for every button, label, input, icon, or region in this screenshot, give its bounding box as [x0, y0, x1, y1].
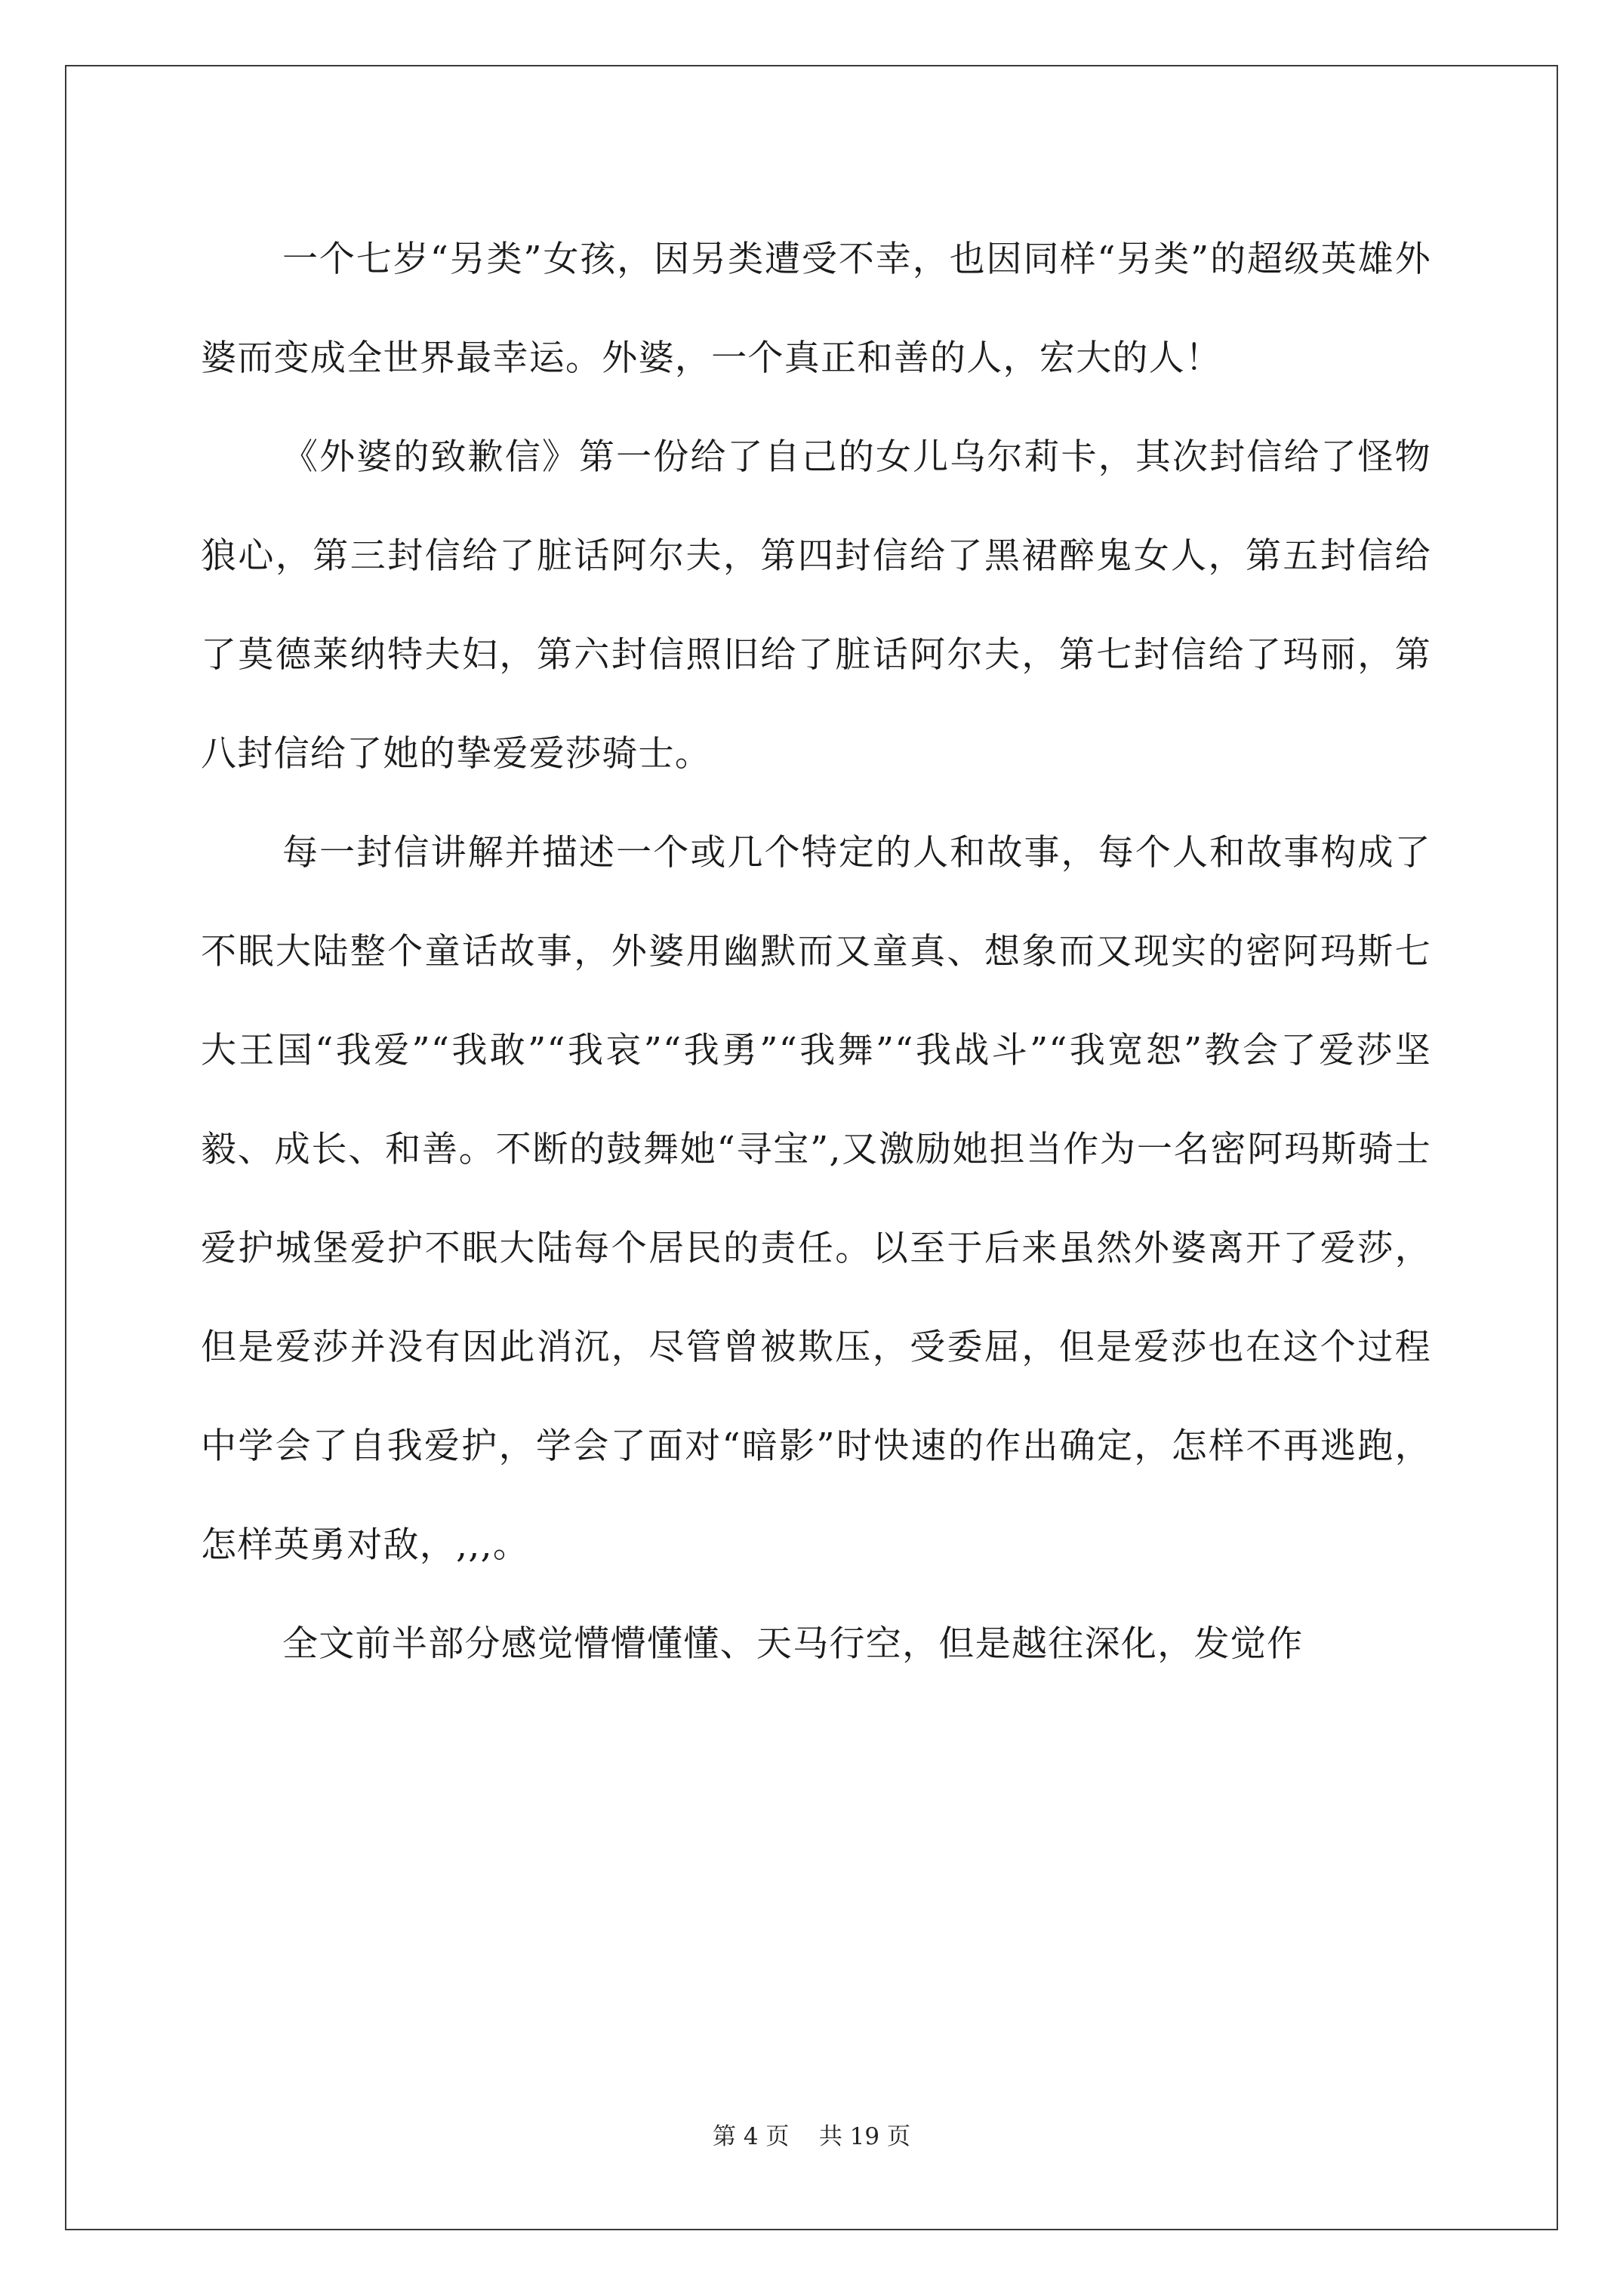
- paragraph-1: 一个七岁“另类”女孩，因另类遭受不幸，也因同样“另类”的超级英雄外婆而变成全世界最幸运。外婆，一个真正和善的人，宏大的人！: [201, 239, 1431, 379]
- paragraph-4: 全文前半部分感觉懵懵懂懂、天马行空，但是越往深化，发觉作: [282, 1623, 1304, 1665]
- paragraph-3: 每一封信讲解并描述一个或几个特定的人和故事，每个人和故事构成了不眠大陆整个童话故事，外婆用幽默而又童真、想象而又现实的密阿玛斯七大王国“我爱”“我敢”“我哀”“我勇”“我舞”“我战斗”“我宽恕”教会了爱莎坚毅、成长、和善。不断的鼓舞她“寻宝”,又激励她担当作为一名密阿玛斯骑士爱护城堡爱护不眠大陆每个居民的责任。以至于后来虽然外婆离开了爱莎，但是爱莎并没有因此消沉，尽管曾被欺压，受委屈，但是爱莎也在这个过程中学会了自我爱护，学会了面对“暗影”时快速的作出确定，怎样不再逃跑，怎样英勇对敌，,,,。: [201, 832, 1431, 1566]
- document-body: [201, 210, 1431, 1693]
- paragraph-2: 《外婆的致歉信》第一份给了自己的女儿乌尔莉卡，其次封信给了怪物狼心，第三封信给了脏话阿尔夫，第四封信给了黑裙醉鬼女人，第五封信给了莫德莱纳特夫妇，第六封信照旧给了脏话阿尔夫，第七封信给了玛丽，第八封信给了她的挚爱爱莎骑士。: [201, 436, 1431, 775]
- page-number-footer: 第 4 页 共 19 页: [712, 2123, 910, 2150]
